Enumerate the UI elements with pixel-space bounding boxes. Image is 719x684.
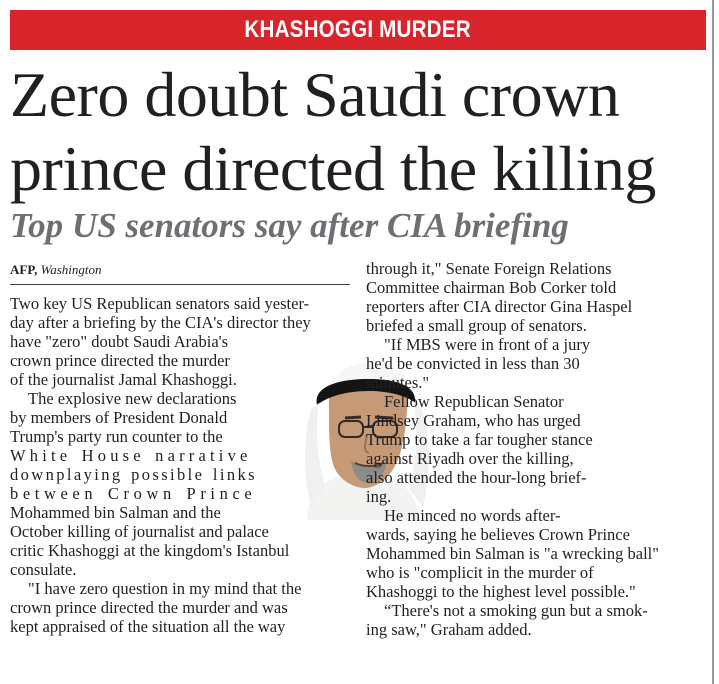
text-line: He minced no words after- (384, 506, 561, 525)
text-line: he'd be convicted in less than 30 (366, 354, 580, 373)
text-line: by members of President Donald (10, 408, 228, 427)
text-line: kept appraised of the situation all the way (10, 617, 286, 636)
text-line: Khashoggi to the highest level possible." (366, 582, 636, 601)
subheadline: Top US senators say after CIA briefing (10, 206, 569, 245)
text-line: through it," Senate Foreign Relations (366, 259, 612, 278)
text-line: Two key US Republican senators said yester- (10, 294, 310, 313)
byline (10, 262, 350, 285)
text-line: Trump's party run counter to the (10, 427, 223, 446)
text-line: “There's not a smoking gun but a smok- (384, 601, 648, 620)
text-line: briefed a small group of senators. (366, 316, 587, 335)
text-line: Trump to take a far tougher stance (366, 430, 593, 449)
text-line: against Riyadh over the killing, (366, 449, 574, 468)
headline-line: Zero doubt Saudi crown (10, 59, 620, 130)
text-line: The explosive new declarations (28, 389, 237, 408)
text-line: White House narrative (10, 446, 252, 465)
text-line: Mohammed bin Salman and the (10, 503, 221, 522)
page-edge-rule (712, 0, 714, 684)
text-line: Lindsey Graham, who has urged (366, 411, 581, 430)
section-kicker (10, 10, 706, 50)
text-line: of the journalist Jamal Khashoggi. (10, 370, 237, 389)
byline-dateline: Washington (40, 262, 102, 277)
text-line: Fellow Republican Senator (384, 392, 564, 411)
text-line: ing saw," Graham added. (366, 620, 532, 639)
article-column-right (366, 259, 708, 639)
text-line: day after a briefing by the CIA's director they (10, 313, 311, 332)
text-line: minutes." (366, 373, 430, 392)
text-line: downplaying possible links (10, 465, 257, 484)
text-line: "I have zero question in my mind that the (28, 579, 302, 598)
text-line: crown prince directed the murder and was (10, 598, 288, 617)
headline (10, 58, 715, 206)
text-line: "If MBS were in front of a jury (384, 335, 591, 354)
text-line: reporters after CIA director Gina Haspel (366, 297, 633, 316)
text-line: Committee chairman Bob Corker told (366, 278, 617, 297)
text-line: also attended the hour-long brief- (366, 468, 587, 487)
text-line: who is "complicit in the murder of (366, 563, 594, 582)
text-line: ing. (366, 487, 392, 506)
text-line: between Crown Prince (10, 484, 257, 503)
text-line: crown prince directed the murder (10, 351, 230, 370)
headline-line: prince directed the killing (10, 133, 656, 204)
byline-agency: AFP, (10, 262, 38, 277)
text-line: Mohammed bin Salman is "a wrecking ball" (366, 544, 659, 563)
text-line: wards, saying he believes Crown Prince (366, 525, 630, 544)
text-line: critic Khashoggi at the kingdom's Istanbul (10, 541, 290, 560)
section-kicker-label: KHASHOGGI MURDER (244, 16, 472, 43)
text-line: October killing of journalist and palace (10, 522, 269, 541)
text-line: consulate. (10, 560, 77, 579)
text-line: have "zero" doubt Saudi Arabia's (10, 332, 229, 351)
